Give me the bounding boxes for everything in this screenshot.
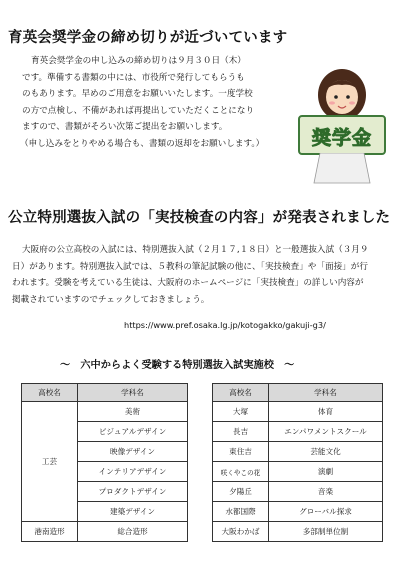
header-dept: 学科名 (269, 384, 383, 402)
scholarship-paragraph (22, 53, 264, 153)
osaka-pref-url[interactable]: https://www.pref.osaka.lg.jp/kotogakko/gakuji-g3/ (124, 320, 326, 330)
scholarship-line-1: 育英会奨学金の申し込みの締め切りは９月３０日（木） (31, 56, 246, 66)
dept-cell: 建築デザイン (78, 502, 188, 522)
table-row (213, 462, 383, 482)
schools-table-left (21, 383, 188, 542)
scholarship-title: 育英会奨学金の締め切りが近づいています (8, 30, 288, 46)
schools-table-right (212, 383, 383, 542)
dept-cell: 芸能文化 (269, 442, 383, 462)
school-cell: 工芸 (22, 402, 78, 522)
dept-cell: 音楽 (269, 482, 383, 502)
table-header-row (22, 384, 188, 402)
school-cell: 大塚 (213, 402, 269, 422)
dept-cell: 美術 (78, 402, 188, 422)
scholarship-sign-text: 奨学金 (311, 127, 372, 149)
student-body-icon (298, 153, 402, 185)
dept-cell: 多部制単位制 (269, 522, 383, 542)
dept-cell: インテリアデザイン (78, 462, 188, 482)
table-row (213, 442, 383, 462)
dept-cell: プロダクトデザイン (78, 482, 188, 502)
table-row (213, 422, 383, 442)
school-cell: 夕陽丘 (213, 482, 269, 502)
header-school: 高校名 (213, 384, 269, 402)
scholarship-line-6: （申し込みをとりやめる場合も、書類の返却をお願いします。） (20, 138, 265, 149)
table-row (213, 522, 383, 542)
table-row (213, 502, 383, 522)
table-row (22, 402, 188, 422)
exam-line-2: 日）があります。特別選抜入試では、５教科の筆記試験の他に、「実技検査」や「面接」が行 (12, 261, 368, 272)
school-cell: 水都国際 (213, 502, 269, 522)
scholarship-illustration (298, 65, 402, 185)
exam-paragraph (12, 242, 368, 308)
dept-cell: ビジュアルデザイン (78, 422, 188, 442)
school-cell: 東住吉 (213, 442, 269, 462)
exam-title: 公立特別選抜入試の「実技検査の内容」が発表されました (8, 210, 391, 226)
header-school: 高校名 (22, 384, 78, 402)
exam-line-4: 掲載されていますのでチェックしておきましょう。 (12, 294, 210, 305)
school-cell: 咲くやこの花 (213, 462, 269, 482)
schools-subheading: ～ 六中からよく受験する特別選抜入試実施校 ～ (60, 360, 295, 371)
exam-line-3: われます。受験を考えている生徒は、大阪府のホームページに「実技検査」の詳しい内容が (12, 278, 364, 289)
scholarship-line-4: の方で点検し、不備があれば再提出していただくことになり (22, 105, 255, 116)
dept-cell: 演劇 (269, 462, 383, 482)
dept-cell: エンパワメントスクール (269, 422, 383, 442)
dept-cell: 体育 (269, 402, 383, 422)
table-row (213, 482, 383, 502)
school-cell: 大阪わかば (213, 522, 269, 542)
school-cell: 港南造形 (22, 522, 78, 542)
table-row (22, 522, 188, 542)
table-header-row (213, 384, 383, 402)
scholarship-sign (298, 115, 386, 155)
scholarship-line-2: です。準備する書類の中には、市役所で発行してもらうも (22, 72, 245, 83)
scholarship-line-5: ますので、書類がそろい次第ご提出をお願いします。 (22, 122, 228, 133)
scholarship-line-3: のもあります。早めのご用意をお願いいたします。一度学校 (22, 89, 253, 100)
dept-cell: 映像デザイン (78, 442, 188, 462)
dept-cell: グローバル探求 (269, 502, 383, 522)
dept-cell: 総合造形 (78, 522, 188, 542)
table-row (213, 402, 383, 422)
header-dept: 学科名 (78, 384, 188, 402)
school-cell: 長吉 (213, 422, 269, 442)
exam-line-1: 大阪府の公立高校の入試には、特別選抜入試（２月１７,１８日）と一般選抜入試（３月９ (22, 245, 369, 255)
